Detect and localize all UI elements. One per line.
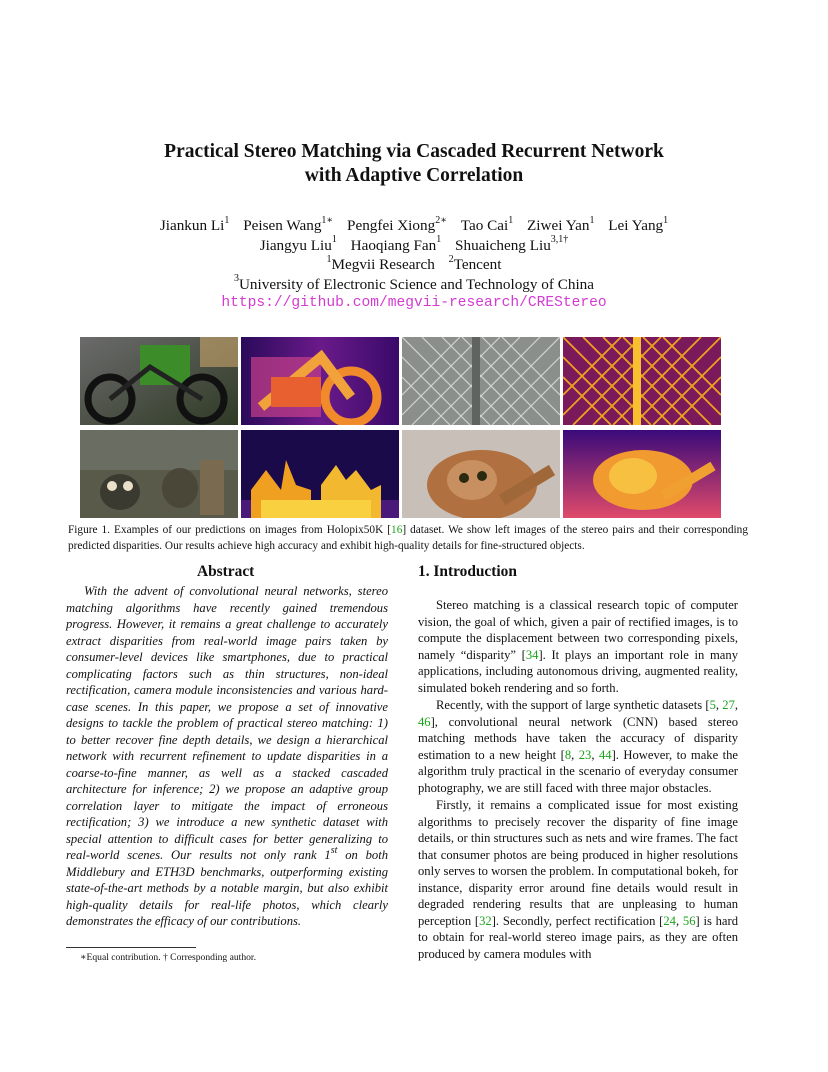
author-block: [0, 216, 828, 314]
figure-1-grid: [80, 337, 720, 518]
citation-link[interactable]: 5: [709, 698, 716, 712]
footnote: ∗Equal contribution. † Corresponding author.: [80, 952, 256, 963]
author: Haoqiang Fan$^1$: [350, 234, 442, 254]
author-line-2: [0, 236, 828, 256]
author-line-1: [0, 216, 828, 236]
author: Peisen Wang$^{1∗}$: [243, 214, 334, 234]
figure-caption: Figure 1. Examples of our predictions on images from Holopix50K [16] dataset. We show left images of the stereo pairs and their corresponding predicted disparities. Our results achieve high accuracy and exhibit high-quality details for fine-structured objects.: [68, 524, 748, 552]
cat-photo: [402, 430, 560, 518]
affiliation-line-1: [0, 255, 828, 275]
cat-disparity: [563, 430, 721, 518]
citation-link[interactable]: 27: [722, 698, 735, 712]
citation-link[interactable]: 23: [578, 747, 592, 762]
paper-title: [0, 140, 828, 188]
author: Ziwei Yan$^1$: [527, 214, 595, 234]
fence-disparity: [563, 337, 721, 425]
footnote-divider: [66, 947, 196, 948]
paragraph: Stereo matching is a classical research topic of computer vision, the goal of which, given a pair of rectified images, is to compute the displacement between two corresponding pixels, namely “disparity” [34]. It plays an important role in many applications, including autonomous driving, augmented reality, simulated bokeh rendering and so forth.: [418, 598, 738, 695]
introduction-heading: 1. Introduction: [418, 563, 517, 580]
citation-link[interactable]: 32: [479, 913, 492, 928]
paragraph: Firstly, it remains a complicated issue for most existing algorithms to precisely recover the disparity of fine image details, or thin structures such as nets and wire frames. The fact that consumer photos are being produced in higher resolutions only serves to worsen the problem. In computational bokeh, for instance, disparity error around fine details would result in degraded rendering results that are unpleasing to human perception [32]. Secondly, perfect rectification [24, 56] is hard to obtain for real-world stereo image pairs, as they are often produced by camera modules with: [418, 798, 739, 961]
citation-link[interactable]: 44: [598, 747, 612, 762]
author: Jiangyu Liu$^1$: [259, 234, 337, 254]
author: Lei Yang$^1$: [608, 214, 669, 234]
author: Tao Cai$^1$: [460, 214, 514, 234]
citation-link[interactable]: 46: [418, 714, 431, 729]
author: Pengfei Xiong$^{2∗}$: [347, 214, 447, 234]
citation-link[interactable]: 56: [682, 913, 696, 928]
affiliation: $^1$Megvii Research: [326, 253, 435, 273]
abstract-heading: Abstract: [197, 563, 255, 580]
affiliation-line-2: $^3$University of Electronic Science and Technology of China: [233, 273, 595, 293]
fence-photo: [402, 337, 560, 425]
abstract-text: With the advent of convolutional neural networks, stereo matching algorithms have recently gained tremendous progress. However, it remains a great challenge to accurately extract disparities from real-world image pairs taken by consumer-level devices like smartphones, due to practical complicating factors such as thin structures, non-ideal rectification, camera module inconsistencies and various hard-case scenes. In this paper, we propose a set of innovative designs to tackle the problem of practical stereo matching: 1) to better recover fine depth details, we design a hierarchical network with recurrent refinement to update disparities in a coarse-to-fine manner, as well as a stacked cascaded architecture for inference; 2) we propose an adaptive group correlation layer to mitigate the impact of erroneous rectification; 3) we introduce a new synthetic dataset with special attention to difficult cases for better generalizing to real-world scenes. Our results not only rank 1st on both Middlebury and ETH3D benchmarks, outperforming existing state-of-the-art methods by a notable margin, but also exhibit high-quality details for real-life photos, which clearly demonstrates the efficacy of our contributions.: [66, 584, 389, 928]
title-line-2: with Adaptive Correlation: [304, 165, 524, 186]
statue-disparity: [241, 430, 399, 518]
author: Shuaicheng Liu$^{3,1\dagger}$: [455, 234, 569, 254]
statue-photo: [80, 430, 238, 518]
author: Jiankun Li$^1$: [159, 214, 230, 234]
citation-link[interactable]: 34: [525, 647, 539, 662]
motorbike-disparity: [241, 337, 399, 425]
citation-link[interactable]: 16: [391, 524, 403, 536]
motorbike-photo: [80, 337, 238, 425]
introduction-text: [418, 597, 738, 963]
github-link[interactable]: https://github.com/megvii-research/CREStereo: [221, 295, 607, 311]
title-line-1: Practical Stereo Matching via Cascaded Recurrent Network: [164, 141, 664, 162]
citation-link[interactable]: 8: [564, 747, 572, 762]
citation-link[interactable]: 24: [663, 913, 676, 928]
affiliation: $^2$Tencent: [448, 253, 502, 273]
paragraph: Recently, with the support of large synthetic datasets [5, 27, 46], convolutional neural network (CNN) based stereo matching methods have taken the accuracy of disparity estimation to a new height [8, 23, 44]. However, to make the algorithm truly practical in the scenario of everyday consumer photography, we are still faced with three major obstacles.: [418, 698, 739, 795]
